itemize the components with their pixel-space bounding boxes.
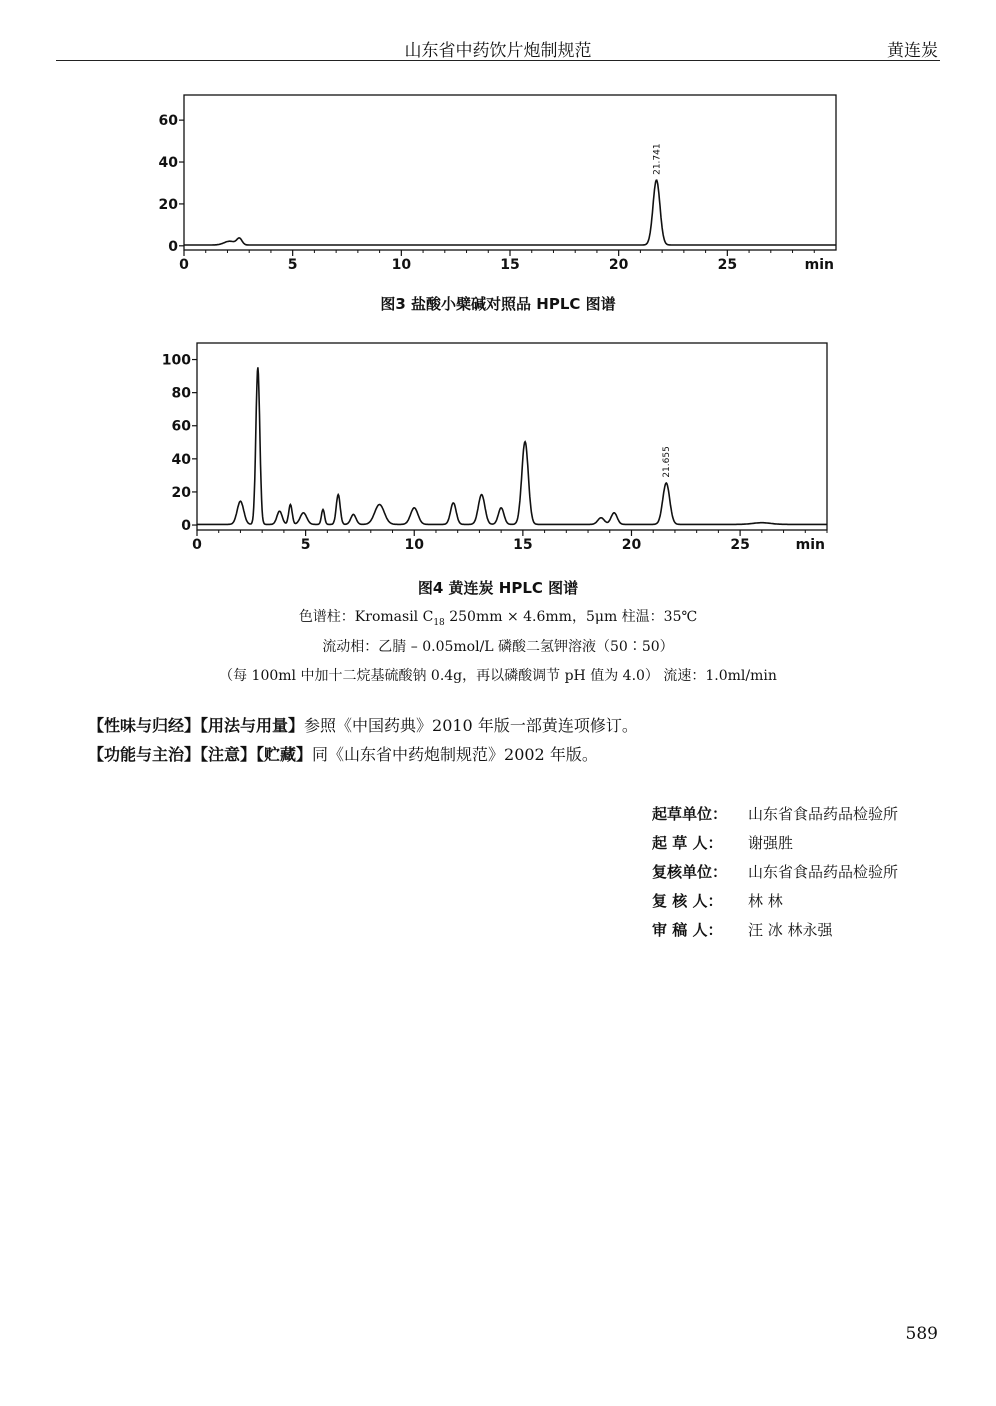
mobile-phase-conditions: 流动相：乙腈 – 0.05mol/L 磷酸二氢钾溶液（50∶50） [322,639,674,655]
chromatogram-figure-3 [0,80,996,370]
y-tick-label: 60 [158,113,178,130]
plot-frame [197,343,827,530]
paragraph-2-label: 【功能与主治】【注意】【贮藏】 [88,745,313,764]
x-tick-label: 0 [179,257,189,273]
credit-value: 林 林 [748,892,783,910]
y-tick-label: 40 [158,155,178,172]
figure-3-caption: 图3 盐酸小檗碱对照品 HPLC 图谱 [380,295,616,313]
credit-row [652,887,898,916]
credit-label: 审 稿 人： [652,921,723,939]
x-tick-label: 20 [621,537,642,553]
signal-trace [184,180,836,245]
x-axis-label: min [795,537,825,553]
column-temp-text: 250mm × 4.6mm，5μm 柱温：35℃ [444,609,698,625]
plot-frame [184,95,836,250]
y-tick-label: 20 [171,484,191,501]
credit-value: 汪 冰 林永强 [748,921,833,939]
additive-flow-conditions: （每 100ml 中加十二烷基硫酸钠 0.4g，再以磷酸调节 pH 值为 4.0） 流速：1.0ml/min [219,668,777,684]
paragraph-2-text: 同《山东省中药炮制规范》2002 年版。 [312,745,598,764]
y-tick-label: 40 [171,451,191,468]
y-tick-label: 80 [171,385,191,402]
y-tick-label: 100 [161,352,191,369]
y-tick-label: 0 [168,238,178,255]
monograph-paragraph-1 [88,713,638,736]
credit-value: 谢强胜 [748,834,794,852]
credit-label: 起 草 人： [652,834,723,852]
credit-label: 复核单位： [652,863,728,881]
x-axis-label: min [804,257,834,273]
peak-retention-label: 21.655 [662,446,673,478]
figure-4-caption: 图4 黄连炭 HPLC 图谱 [417,579,579,597]
y-tick-label: 0 [181,518,191,535]
y-tick-label: 60 [171,418,191,435]
x-tick-label: 20 [608,257,629,273]
credit-row [652,916,898,945]
x-tick-label: 10 [391,257,412,273]
chromatography-column-conditions [0,606,996,628]
paragraph-1-label: 【性味与归经】【用法与用量】 [88,716,305,735]
x-tick-label: 15 [500,257,520,273]
running-header-title: 山东省中药饮片炮制规范 [404,41,592,61]
column-text: 色谱柱：Kromasil C [298,609,434,625]
x-tick-label: 5 [300,537,311,553]
credit-value: 山东省食品药品检验所 [748,863,899,881]
credit-row [652,829,898,858]
x-tick-label: 15 [513,537,533,553]
page-number: 589 [905,1324,938,1344]
x-tick-label: 25 [730,537,750,553]
x-tick-label: 10 [404,537,424,553]
signal-trace [197,367,827,524]
y-tick-label: 20 [158,196,178,213]
credit-label: 复 核 人： [652,892,723,910]
credit-value: 山东省食品药品检验所 [748,805,899,823]
column-subscript: 18 [433,617,445,628]
credit-row [652,800,898,829]
x-tick-label: 25 [717,257,738,273]
x-tick-label: 0 [192,537,202,553]
monograph-paragraph-2 [88,742,598,765]
credits-block [652,800,898,945]
paragraph-1-text: 参照《中国药典》2010 年版一部黄连项修订。 [304,716,638,735]
peak-retention-label: 21.741 [652,143,663,175]
x-tick-label: 5 [287,257,298,273]
credit-label: 起草单位： [652,805,728,823]
chromatogram-figure-4 [0,330,996,570]
header-divider [56,60,940,61]
running-header-section: 黄连炭 [887,41,938,61]
credit-row [652,858,898,887]
